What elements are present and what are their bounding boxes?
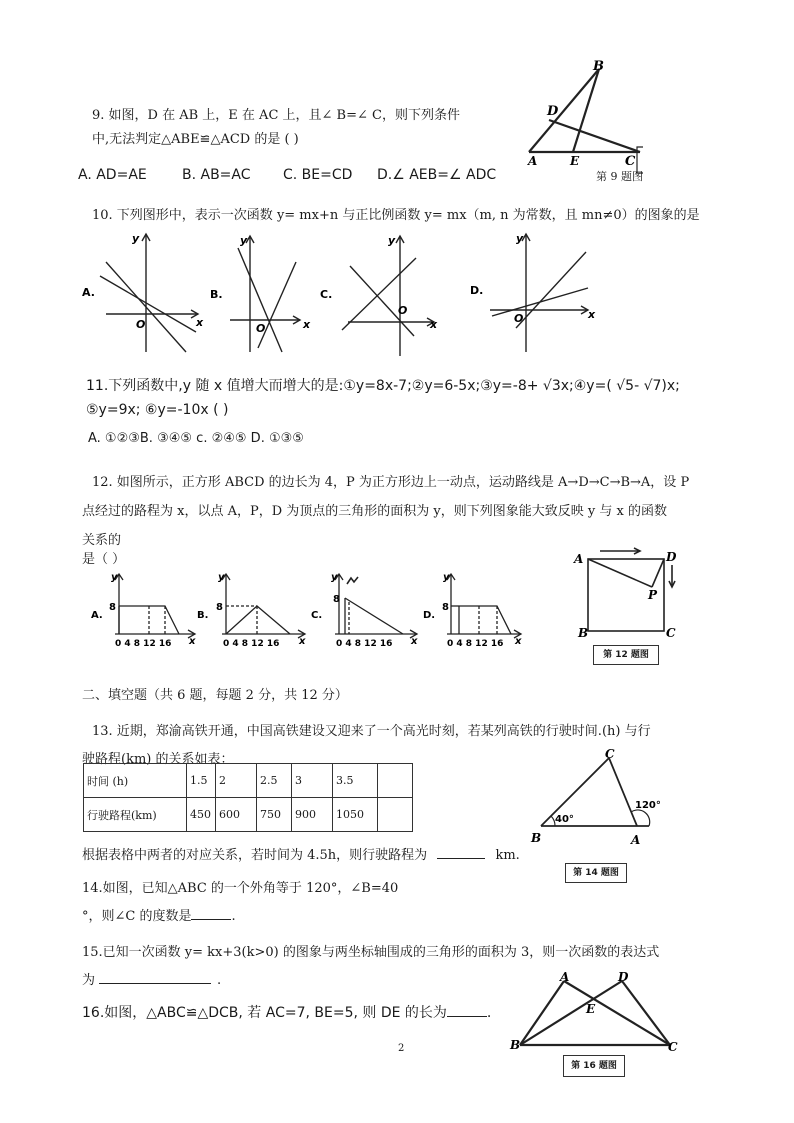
q13-time-cell: 3 (292, 764, 333, 798)
q12-a-y-value: 8 (109, 602, 116, 613)
q14-figure (525, 748, 665, 848)
q9-figure (515, 55, 655, 185)
q13-time-cell: 2 (216, 764, 257, 798)
q10-a-origin: O (136, 318, 146, 331)
q12-b-y-value: 8 (216, 602, 223, 613)
q10-text: 10. 下列图形中，表示一次函数 y= mx+n 与正比例函数 y= mx（m, n 为常数，且 mn≠0）的图象的是 (92, 208, 700, 223)
q15-question: 为 (82, 973, 96, 988)
q12-b-axis-y: y (218, 572, 225, 583)
q10-b-axis-y: y (240, 234, 248, 247)
q12-line2: 点经过的路程为 x，以点 A，P，D 为顶点的三角形的面积为 y，则下列图象能大致反映 y 与 x 的函数 (82, 504, 667, 519)
q13-answer-blank[interactable] (437, 858, 485, 859)
q9-label-c: C (625, 154, 636, 169)
q12-label-d: D. (423, 610, 436, 621)
q13-distance-cell: 450 (187, 798, 216, 832)
q12-d-axis-x: x (515, 636, 522, 647)
q16-tail: . (486, 1005, 492, 1021)
table-row (84, 798, 413, 832)
q9-option-c: C. BE=CD (283, 167, 353, 183)
q10-d-origin: O (514, 312, 524, 325)
q12-line1: 12. 如图所示，正方形 ABCD 的边长为 4，P 为正方形边上一动点，运动路线是 A→D→C→B→A，设 P (92, 475, 690, 490)
q16-answer-blank[interactable] (447, 1016, 487, 1017)
q12-sq-label-p: P (648, 588, 658, 602)
q12-d-x-ticks: 0 4 8 12 16 (447, 639, 504, 649)
q12-c-y-value: 8 (333, 594, 340, 605)
q13-distance-cell: 900 (292, 798, 333, 832)
q10-b-origin: O (256, 322, 266, 335)
q13-table (83, 763, 413, 832)
q13-distance-cell (378, 798, 413, 832)
q16-label-c: C (668, 1040, 678, 1054)
q14-label-c: C (605, 747, 615, 761)
q10-c-axis-y: y (388, 234, 396, 247)
q10-a-axis-y: y (132, 232, 140, 245)
q16-caption: 第 16 题图 (563, 1055, 625, 1077)
q9-option-a: A. AD=AE (78, 167, 147, 183)
q14-caption: 第 14 题图 (565, 863, 627, 883)
q16-line (82, 1002, 491, 1022)
q9-label-d: D (547, 104, 559, 119)
q10-label-a: A. (82, 286, 95, 299)
q16-label-d: D (618, 970, 629, 984)
q12-a-axis-x: x (189, 636, 196, 647)
q14-label-a: A (631, 833, 641, 847)
q12-label-b: B. (197, 610, 209, 621)
q10-graphs (78, 228, 608, 358)
q13-distance-cell: 1050 (333, 798, 378, 832)
q12-b-x-ticks: 0 4 8 12 16 (223, 639, 280, 649)
q16-figure (508, 965, 683, 1055)
q12-sq-label-c: C (666, 626, 676, 640)
q12-d-y-value: 8 (442, 602, 449, 613)
q15-tail: . (217, 973, 222, 988)
q9-option-b: B. AB=AC (182, 167, 251, 183)
page-number: 2 (398, 1043, 405, 1054)
q14-tail: . (231, 909, 236, 924)
q12-graphs (85, 568, 520, 650)
q14-label-b: B (531, 831, 542, 845)
q11-options: A. ①②③B. ③④⑤ c. ②④⑤ D. ①③⑤ (88, 431, 304, 446)
q12-a-axis-y: y (111, 572, 118, 583)
q9-label-b: B (593, 59, 604, 74)
q14-question: °，则∠C 的度数是 (82, 909, 192, 924)
q13-time-cell (378, 764, 413, 798)
q14-angle-b: 40° (555, 814, 574, 825)
q15-answer-blank[interactable] (99, 983, 211, 984)
q14-line1: 14.如图，已知△ABC 的一个外角等于 120°，∠B=40 (82, 881, 399, 896)
table-row (84, 764, 413, 798)
q9-label-a: A (528, 154, 538, 168)
q12-caption: 第 12 题图 (593, 645, 659, 665)
q12-label-c: C. (311, 610, 323, 621)
q12-c-axis-x: x (411, 636, 418, 647)
q12-line4: 是（ ） (82, 552, 126, 567)
q9-caption: 第 9 题图 (596, 170, 643, 183)
q13-distance-cell: 600 (216, 798, 257, 832)
q12-a-x-ticks: 0 4 8 12 16 (115, 639, 172, 649)
q16-label-a: A (560, 970, 570, 984)
q14-answer-blank[interactable] (191, 919, 231, 920)
q15-line1: 15.已知一次函数 y= kx+3(k>0) 的图象与两坐标轴围成的三角形的面积为 3，则一次函数的表达式 (82, 945, 660, 960)
q10-a-axis-x: x (196, 316, 204, 329)
q13-line3 (82, 844, 520, 863)
q10-c-axis-x: x (430, 318, 438, 331)
q13-time-cell: 3.5 (333, 764, 378, 798)
q10-d-axis-y: y (516, 232, 524, 245)
q12-c-axis-y: y (331, 572, 338, 583)
q12-square-figure (570, 545, 685, 645)
q14-line2 (82, 905, 236, 924)
q12-sq-label-a: A (574, 552, 584, 566)
q12-sq-label-b: B (578, 626, 589, 640)
q12-c-x-ticks: 0 4 8 12 16 (336, 639, 393, 649)
q12-sq-label-d: D (666, 550, 677, 564)
q16-label-b: B (510, 1038, 521, 1052)
q13-time-cell: 2.5 (257, 764, 292, 798)
q9-line1: 9. 如图，D 在 AB 上，E 在 AC 上，且∠ B=∠ C，则下列条件 (92, 108, 460, 123)
q10-label-c: C. (320, 288, 333, 301)
q13-line1: 13. 近期，郑渝高铁开通，中国高铁建设又迎来了一个高光时刻，若某列高铁的行驶时间.(h) 与行 (92, 724, 651, 739)
q12-b-axis-x: x (299, 636, 306, 647)
q9-label-e: E (570, 154, 580, 168)
q15-line2 (82, 969, 221, 988)
q10-c-origin: O (398, 304, 408, 317)
q13-header-distance: 行驶路程(km) (84, 798, 187, 832)
q16-question: 16.如图，△ABC≌△DCB, 若 AC=7, BE=5, 则 DE 的长为 (82, 1005, 447, 1021)
q13-header-time: 时间 (h) (84, 764, 187, 798)
q13-time-cell: 1.5 (187, 764, 216, 798)
q13-unit: km. (495, 848, 520, 863)
q11-line1: 11.下列函数中,y 随 x 值增大而增大的是:①y=8x-7;②y=6-5x;③y=-8+ √3x;④y=( √5- √7)x; (86, 378, 680, 394)
q12-label-a: A. (91, 610, 103, 621)
q9-option-d: D.∠ AEB=∠ ADC (377, 167, 497, 183)
q12-d-axis-y: y (443, 572, 450, 583)
q16-label-e: E (586, 1002, 596, 1016)
q13-distance-cell: 750 (257, 798, 292, 832)
q13-question: 根据表格中两者的对应关系，若时间为 4.5h，则行驶路程为 (82, 848, 428, 863)
q12-line3: 关系的 (82, 533, 122, 548)
q11-line2: ⑤y=9x; ⑥y=-10x ( ) (86, 402, 229, 418)
q10-d-axis-x: x (588, 308, 596, 321)
section2-heading: 二、填空题（共 6 题，每题 2 分，共 12 分） (82, 688, 348, 703)
q10-label-d: D. (470, 284, 484, 297)
q10-label-b: B. (210, 288, 223, 301)
q14-angle-ext: 120° (635, 800, 661, 811)
q10-b-axis-x: x (303, 318, 311, 331)
q9-line2: 中,无法判定△ABE≌△ACD 的是 ( ) (92, 132, 299, 147)
q13-line2: 驶路程(km) 的关系如表： (82, 752, 234, 767)
